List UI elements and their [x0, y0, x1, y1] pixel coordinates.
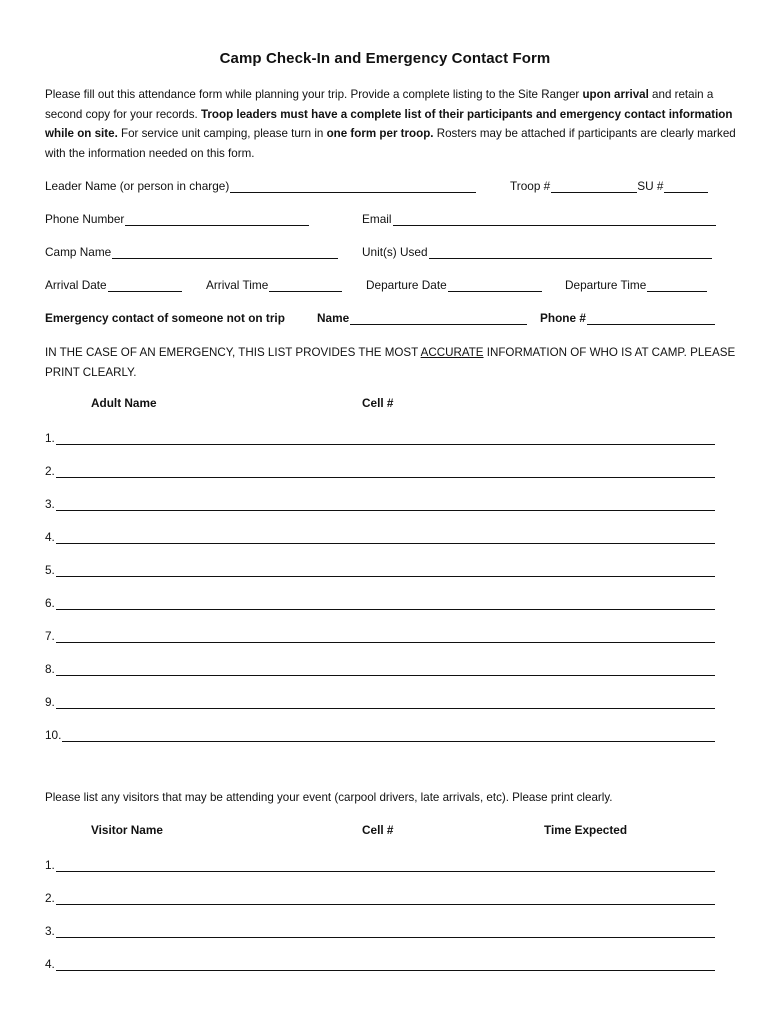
arrival-time-line[interactable] — [269, 279, 342, 292]
visitor-name-header: Visitor Name — [91, 823, 163, 837]
adult-row[interactable] — [45, 462, 715, 478]
su-line[interactable] — [664, 180, 708, 193]
visitor-row-number: 4. — [45, 957, 55, 971]
ec-name-line[interactable] — [350, 312, 527, 325]
camp-name-label: Camp Name — [45, 245, 112, 259]
camp-name-line[interactable] — [112, 246, 338, 259]
phone-number-label: Phone Number — [45, 212, 125, 226]
adult-row[interactable] — [45, 693, 715, 709]
camp-row — [45, 245, 735, 263]
adult-row-number: 7. — [45, 629, 55, 643]
visitor-row-line[interactable] — [56, 925, 715, 938]
adult-row-number: 3. — [45, 497, 55, 511]
visitor-row[interactable] — [45, 889, 715, 905]
visitor-row-line[interactable] — [56, 892, 715, 905]
visitor-row-line[interactable] — [56, 859, 715, 872]
camp-name-field[interactable] — [45, 245, 338, 259]
units-used-label: Unit(s) Used — [362, 245, 428, 259]
adult-row-number: 10. — [45, 728, 62, 742]
departure-date-field[interactable] — [366, 278, 542, 292]
phone-number-field[interactable] — [45, 212, 309, 226]
dates-row — [45, 278, 735, 296]
visitor-row[interactable] — [45, 922, 715, 938]
notice-underlined: ACCURATE — [420, 346, 484, 359]
adult-row[interactable] — [45, 660, 715, 676]
adult-row-number: 8. — [45, 662, 55, 676]
arrival-date-field[interactable] — [45, 278, 182, 292]
adult-row-number: 6. — [45, 596, 55, 610]
adult-row[interactable] — [45, 726, 715, 742]
adult-name-header: Adult Name — [91, 396, 157, 410]
leader-name-field[interactable] — [45, 179, 476, 193]
adult-row-line[interactable] — [62, 729, 715, 742]
departure-time-line[interactable] — [647, 279, 707, 292]
visitor-note: Please list any visitors that may be attending your event (carpool drivers, late arrivals, etc). Please print clearly. — [45, 791, 613, 804]
visitor-time-header: Time Expected — [544, 823, 628, 837]
departure-time-label: Departure Time — [565, 278, 647, 292]
arrival-time-field[interactable] — [206, 278, 342, 292]
intro-bold-1: upon arrival — [582, 88, 649, 101]
units-used-line[interactable] — [429, 246, 712, 259]
visitor-row[interactable] — [45, 955, 715, 971]
adult-cell-header: Cell # — [362, 396, 394, 410]
visitor-row-number: 1. — [45, 858, 55, 872]
intro-bold-2: Troop leaders must have a complete list of their participants and emergency contact information while on site. — [45, 107, 733, 140]
adult-row-number: 5. — [45, 563, 55, 577]
intro-text-4: Rosters may be attached if participants are clearly marked with the information needed on this form. — [45, 127, 736, 160]
troop-line[interactable] — [551, 180, 637, 193]
page-title: Camp Check-In and Emergency Contact Form — [219, 50, 551, 67]
adult-row[interactable] — [45, 495, 715, 511]
visitor-row-number: 3. — [45, 924, 55, 938]
phone-row — [45, 212, 735, 230]
intro-paragraph — [45, 85, 745, 163]
arrival-date-line[interactable] — [108, 279, 182, 292]
departure-date-label: Departure Date — [366, 278, 447, 292]
email-label: Email — [362, 212, 392, 226]
adult-row-number: 1. — [45, 431, 55, 445]
adult-row-line[interactable] — [56, 663, 715, 676]
adult-row[interactable] — [45, 627, 715, 643]
adult-row-number: 9. — [45, 695, 55, 709]
adult-row[interactable] — [45, 594, 715, 610]
adult-row-line[interactable] — [56, 498, 715, 511]
ec-name-label: Name — [317, 311, 350, 325]
ec-name-field[interactable] — [317, 311, 527, 325]
adult-row-line[interactable] — [56, 564, 715, 577]
intro-bold-3: one form per troop. — [326, 127, 434, 140]
units-used-field[interactable] — [362, 245, 712, 259]
intro-text-3: For service unit camping, please turn in — [117, 127, 327, 140]
emergency-contact-label: Emergency contact of someone not on trip — [45, 311, 285, 325]
email-field[interactable] — [362, 212, 716, 226]
adult-row[interactable] — [45, 528, 715, 544]
visitor-row-line[interactable] — [56, 958, 715, 971]
adult-row-line[interactable] — [56, 696, 715, 709]
emergency-contact-label-wrap — [45, 311, 285, 325]
notice-text-1: IN THE CASE OF AN EMERGENCY, THIS LIST PROVIDES THE MOST — [45, 346, 421, 359]
adult-row-number: 2. — [45, 464, 55, 478]
adult-row-line[interactable] — [56, 630, 715, 643]
leader-name-line[interactable] — [230, 180, 476, 193]
su-label: SU # — [637, 179, 664, 193]
phone-number-line[interactable] — [125, 213, 309, 226]
ec-phone-field[interactable] — [540, 311, 715, 325]
adult-row-line[interactable] — [56, 432, 715, 445]
arrival-time-label: Arrival Time — [206, 278, 269, 292]
emergency-contact-row — [45, 311, 735, 329]
notice-text-2: INFORMATION OF WHO IS AT CAMP. PLEASE PRINT CLEARLY. — [45, 346, 736, 379]
troop-label: Troop # — [510, 179, 551, 193]
adult-row-number: 4. — [45, 530, 55, 544]
visitor-row[interactable] — [45, 856, 715, 872]
arrival-date-label: Arrival Date — [45, 278, 107, 292]
visitor-cell-header: Cell # — [362, 823, 394, 837]
adult-row[interactable] — [45, 561, 715, 577]
intro-text-2: and retain a second copy for your records. — [45, 88, 714, 121]
ec-phone-line[interactable] — [587, 312, 715, 325]
leader-name-label: Leader Name (or person in charge) — [45, 179, 230, 193]
departure-date-line[interactable] — [448, 279, 542, 292]
departure-time-field[interactable] — [565, 278, 707, 292]
adult-row-line[interactable] — [56, 531, 715, 544]
visitor-row-number: 2. — [45, 891, 55, 905]
troop-field[interactable] — [510, 179, 708, 193]
emergency-notice — [45, 343, 745, 382]
ec-phone-label: Phone # — [540, 311, 586, 325]
adult-row-line[interactable] — [56, 465, 715, 478]
intro-text-1: Please fill out this attendance form while planning your trip. Provide a complete listing to the Site Ranger — [45, 88, 583, 101]
leader-row — [45, 179, 735, 197]
email-line[interactable] — [393, 213, 716, 226]
adult-row-line[interactable] — [56, 597, 715, 610]
adult-row[interactable] — [45, 429, 715, 445]
